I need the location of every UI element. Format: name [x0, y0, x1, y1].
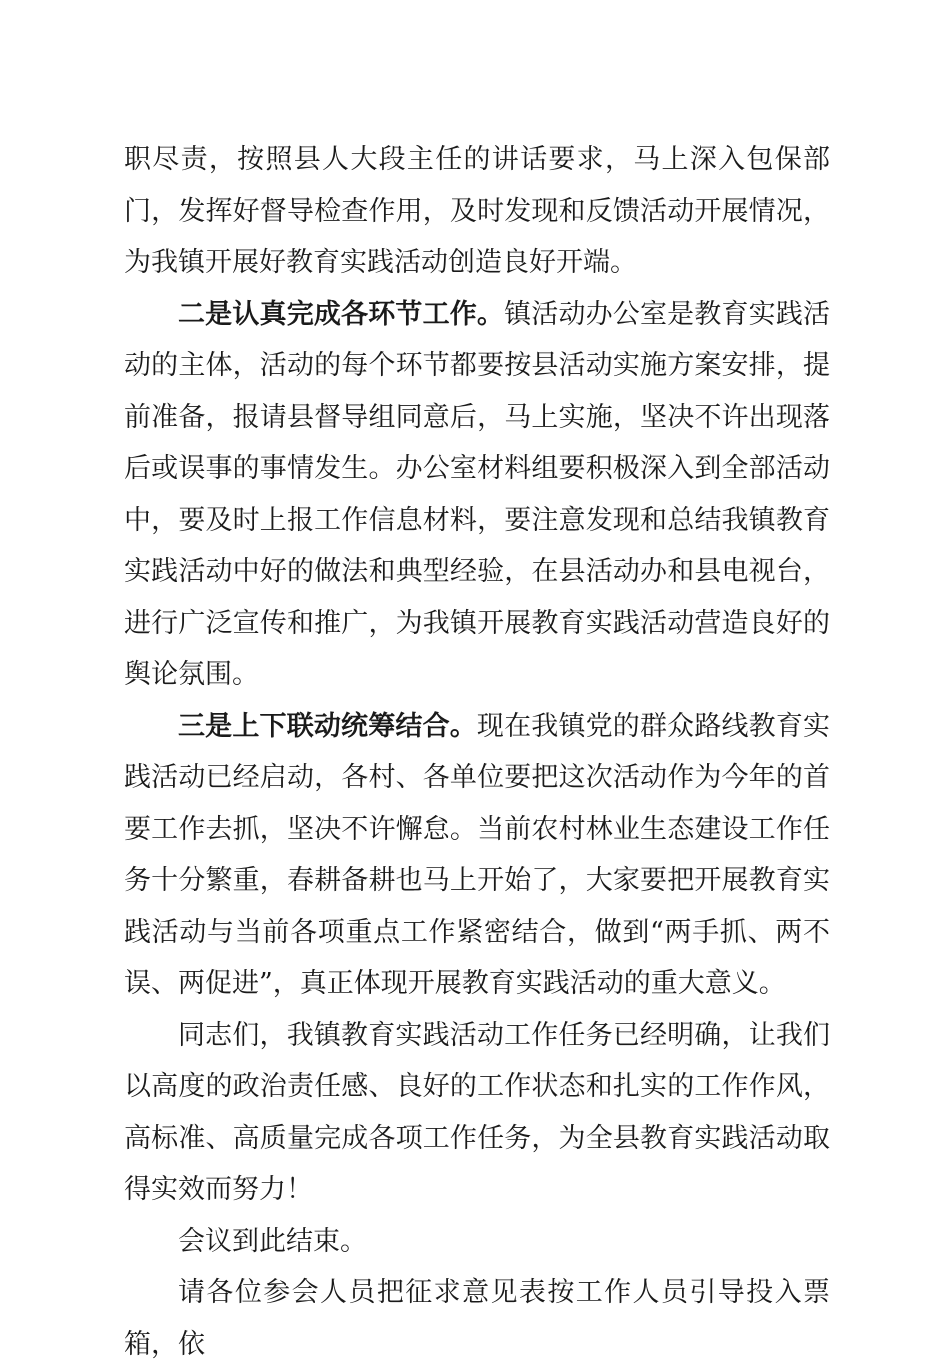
paragraph-text: 会议到此结束。	[178, 1225, 367, 1257]
paragraph-heading: 二是认真完成各环节工作。	[178, 298, 505, 330]
paragraph-continuation	[124, 134, 830, 289]
paragraph-text: 现在我镇党的群众路线教育实践活动已经启动，各村、各单位要把这次活动作为今年的首要工作去抓，坚决不许懈怠。当前农村林业生态建设工作任务十分繁重，春耕备耕也马上开始了，大家要把开展教育实践活动与当前各项重点工作紧密结合，做到“两手抓、两不误、两促进”，真正体现开展教育实践活动的重大意义。	[124, 710, 831, 999]
paragraph-text: 同志们，我镇教育实践活动工作任务已经明确，让我们以高度的政治责任感、良好的工作状态和扎实的工作作风，高标准、高质量完成各项工作任务，为全县教育实践活动取得实效而努力！	[124, 1019, 830, 1205]
paragraph-point-two	[124, 289, 830, 701]
paragraph-instruction	[124, 1267, 830, 1370]
paragraph-heading: 三是上下联动统筹结合。	[178, 710, 477, 742]
paragraph-text: 职尽责，按照县人大段主任的讲话要求，马上深入包保部门，发挥好督导检查作用，及时发现和反馈活动开展情况，为我镇开展好教育实践活动创造良好开端。	[124, 144, 830, 278]
paragraph-point-three	[124, 701, 830, 1010]
paragraph-closing	[124, 1010, 830, 1216]
body-text	[124, 134, 830, 1370]
paragraph-text: 镇活动办公室是教育实践活动的主体，活动的每个环节都要按县活动实施方案安排，提前准备，报请县督导组同意后，马上实施，坚决不许出现落后或误事的事情发生。办公室材料组要积极深入到全部活动中，要及时上报工作信息材料，要注意发现和总结我镇教育实践活动中好的做法和典型经验，在县活动办和县电视台，进行广泛宣传和推广，为我镇开展教育实践活动营造良好的舆论氛围。	[124, 298, 831, 690]
paragraph-meeting-end	[124, 1216, 830, 1268]
paragraph-text: 请各位参会人员把征求意见表按工作人员引导投入票箱，依	[124, 1277, 830, 1360]
